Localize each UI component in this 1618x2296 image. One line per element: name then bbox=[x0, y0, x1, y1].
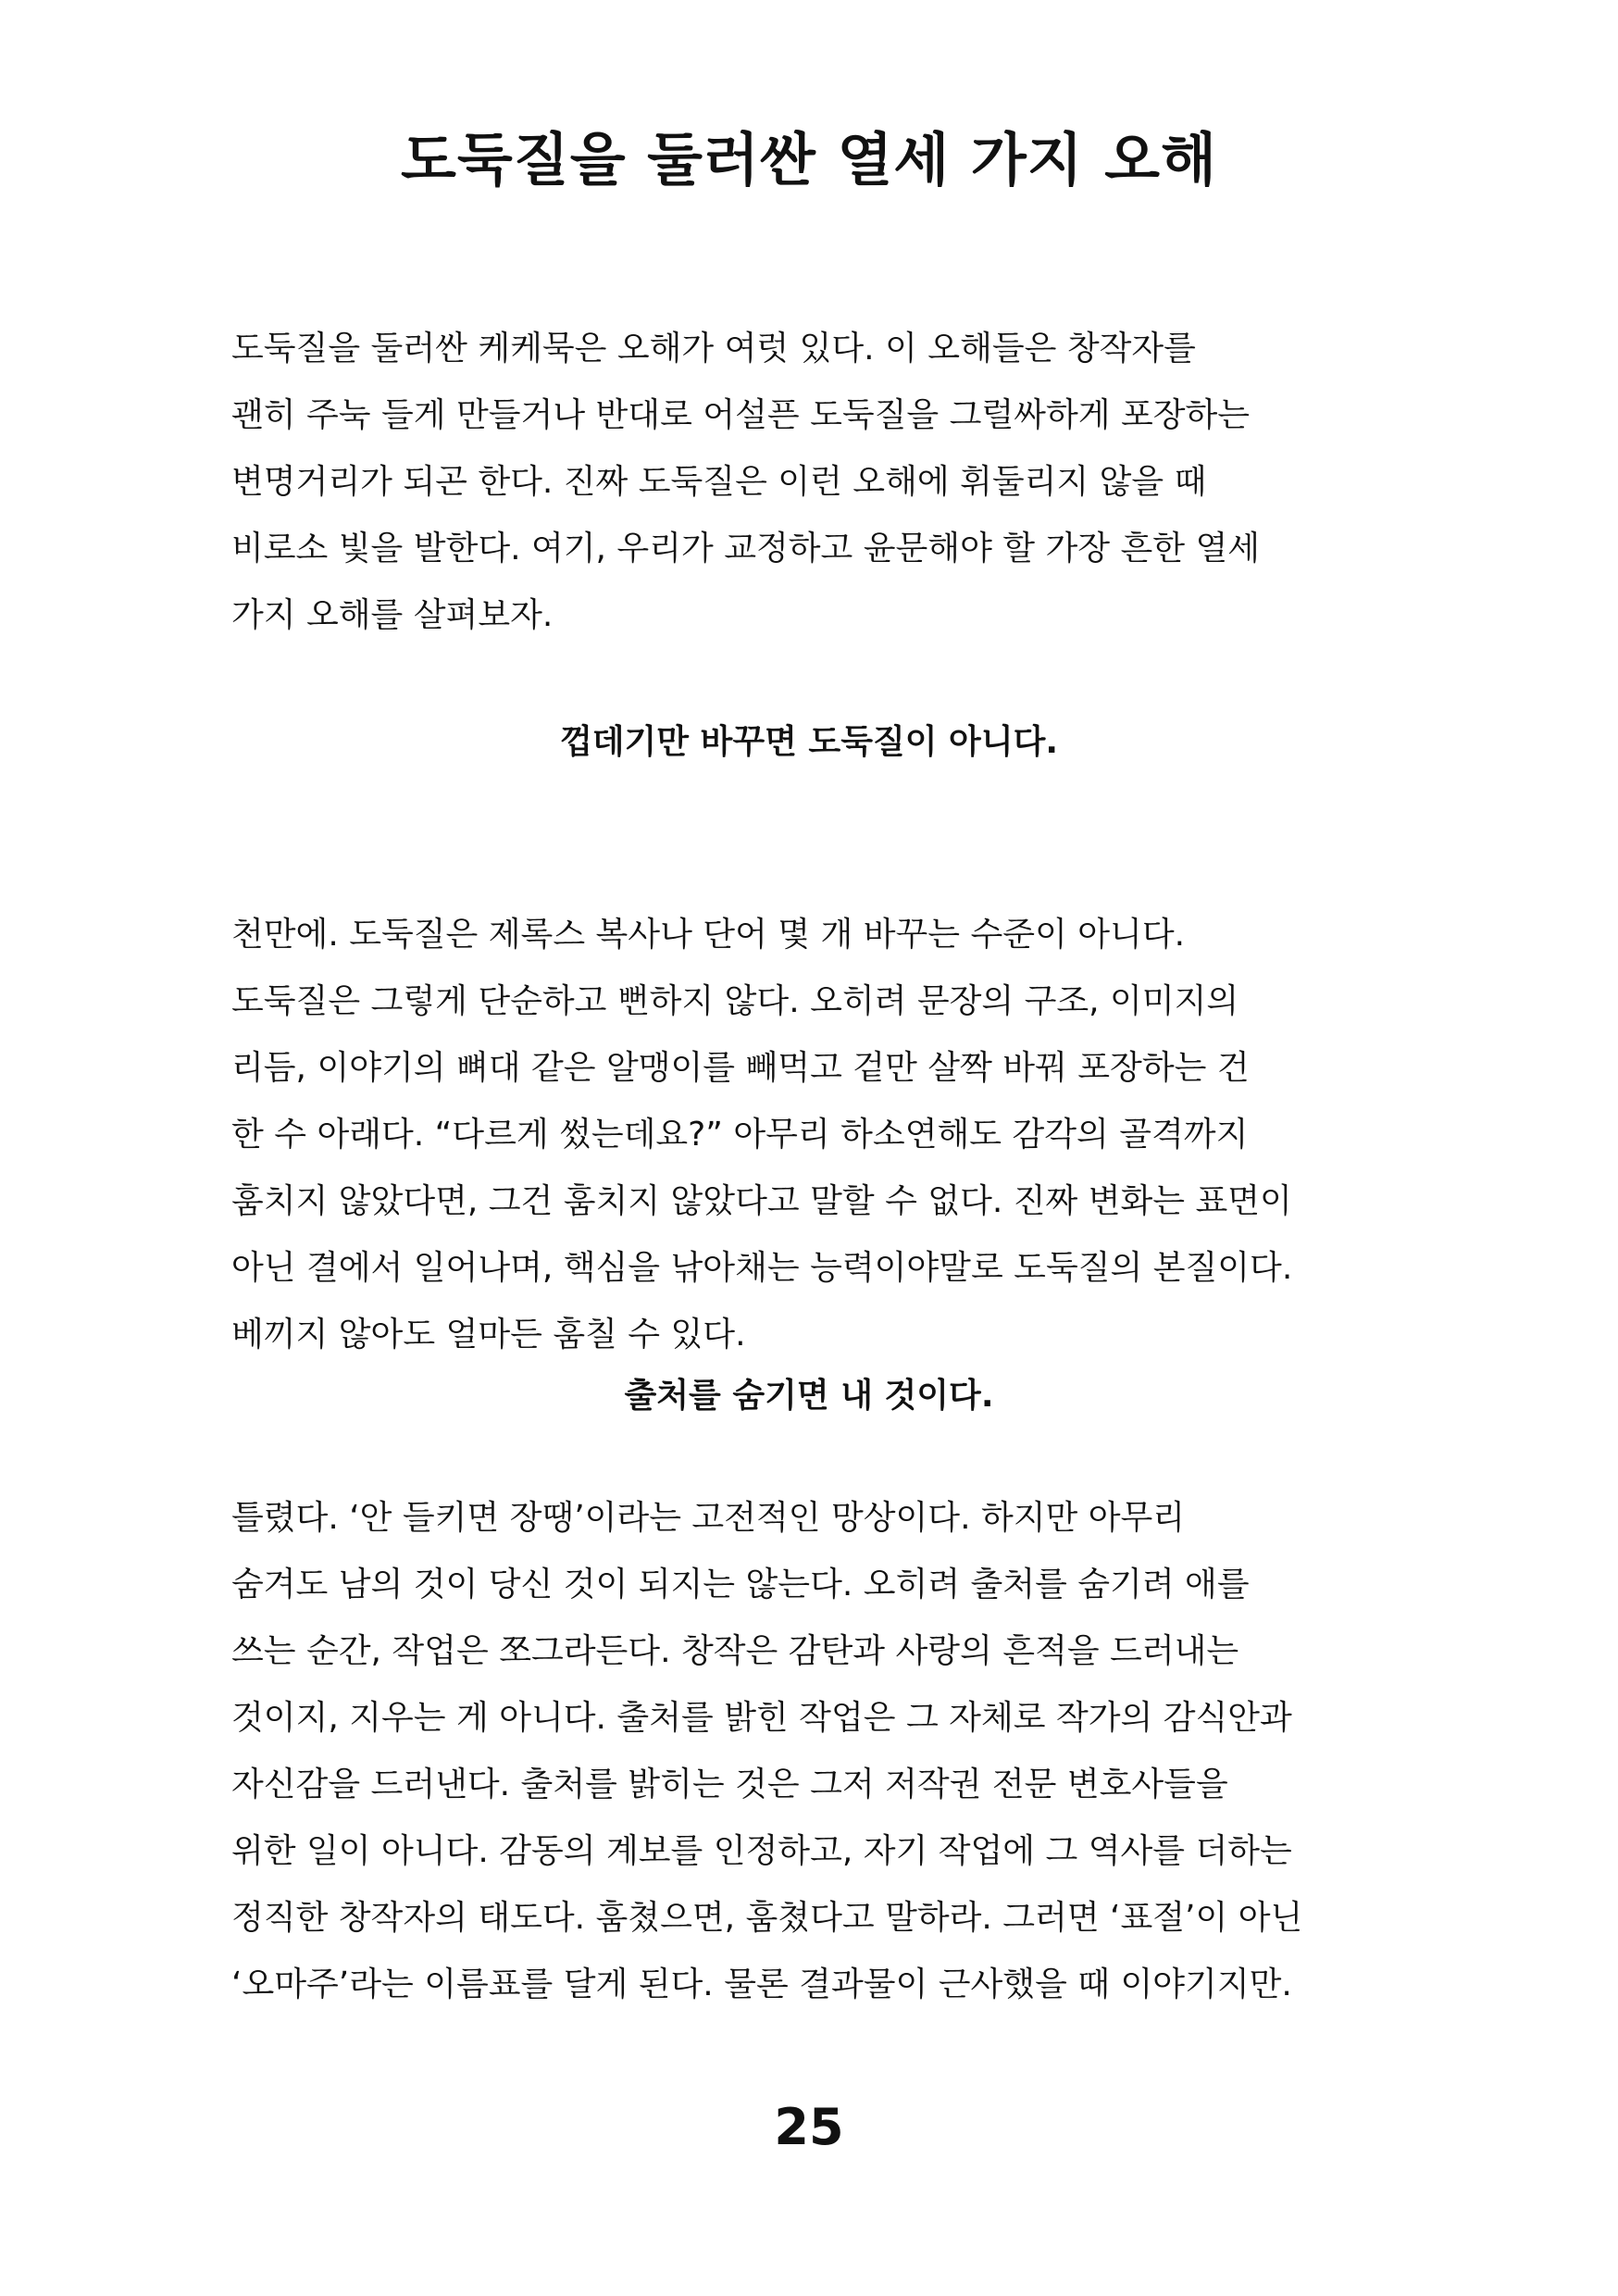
paragraph-line: 것이지, 지우는 게 아니다. 출처를 밝힌 작업은 그 자체로 작가의 감식안과 bbox=[231, 1699, 1292, 1737]
section-1-paragraph bbox=[231, 902, 1398, 1368]
paragraph-line: 아닌 결에서 일어나며, 핵심을 낚아채는 능력이야말로 도둑질의 본질이다. bbox=[231, 1249, 1293, 1287]
paragraph-line: 도둑질은 그렇게 단순하고 뻔하지 않다. 오히려 문장의 구조, 이미지의 bbox=[231, 982, 1239, 1020]
section-2-paragraph bbox=[231, 1485, 1398, 2018]
paragraph-line: 괜히 주눅 들게 만들거나 반대로 어설픈 도둑질을 그럴싸하게 포장하는 bbox=[231, 396, 1251, 434]
paragraph-line: 정직한 창작자의 태도다. 훔쳤으면, 훔쳤다고 말하라. 그러면 ‘표절’이 아닌 bbox=[231, 1899, 1303, 1937]
paragraph-line: 숨겨도 남의 것이 당신 것이 되지는 않는다. 오히려 출처를 숨기려 애를 bbox=[231, 1566, 1250, 1603]
paragraph-line: 비로소 빛을 발한다. 여기, 우리가 교정하고 윤문해야 할 가장 흔한 열세 bbox=[231, 530, 1261, 568]
paragraph-line: 베끼지 않아도 얼마든 훔칠 수 있다. bbox=[231, 1316, 746, 1354]
paragraph-line: 변명거리가 되곤 한다. 진짜 도둑질은 이런 오해에 휘둘리지 않을 때 bbox=[231, 463, 1207, 501]
page-number: 25 bbox=[774, 2098, 844, 2156]
paragraph-line: 리듬, 이야기의 뼈대 같은 알맹이를 빼먹고 겉만 살짝 바꿔 포장하는 건 bbox=[231, 1049, 1250, 1087]
paragraph-line: ‘오마주’라는 이름표를 달게 된다. 물론 결과물이 근사했을 때 이야기지만. bbox=[231, 1965, 1292, 2003]
paragraph-line: 자신감을 드러낸다. 출처를 밝히는 것은 그저 저작권 전문 변호사들을 bbox=[231, 1766, 1228, 1803]
paragraph-line: 쓰는 순간, 작업은 쪼그라든다. 창작은 감탄과 사랑의 흔적을 드러내는 bbox=[231, 1632, 1239, 1670]
section-heading-1: 껍데기만 바꾸면 도둑질이 아니다. bbox=[559, 723, 1059, 761]
intro-paragraph bbox=[231, 316, 1398, 649]
paragraph-line: 틀렸다. ‘안 들키면 장땡’이라는 고전적인 망상이다. 하지만 아무리 bbox=[231, 1499, 1186, 1537]
paragraph-line: 천만에. 도둑질은 제록스 복사나 단어 몇 개 바꾸는 수준이 아니다. bbox=[231, 916, 1186, 954]
paragraph-line: 도둑질을 둘러싼 케케묵은 오해가 여럿 있다. 이 오해들은 창작자를 bbox=[231, 330, 1196, 368]
paragraph-line: 한 수 아래다. “다르게 썼는데요?” 아무리 하소연해도 감각의 골격까지 bbox=[231, 1116, 1249, 1154]
paragraph-line: 가지 오해를 살펴보자. bbox=[231, 596, 554, 634]
paragraph-line: 훔치지 않았다면, 그건 훔치지 않았다고 말할 수 없다. 진짜 변화는 표면이 bbox=[231, 1182, 1292, 1220]
page-title: 도둑질을 둘러싼 열세 가지 오해 bbox=[401, 126, 1217, 193]
section-heading-2: 출처를 숨기면 내 것이다. bbox=[624, 1377, 994, 1415]
paragraph-line: 위한 일이 아니다. 감동의 계보를 인정하고, 자기 작업에 그 역사를 더하는 bbox=[231, 1832, 1292, 1870]
